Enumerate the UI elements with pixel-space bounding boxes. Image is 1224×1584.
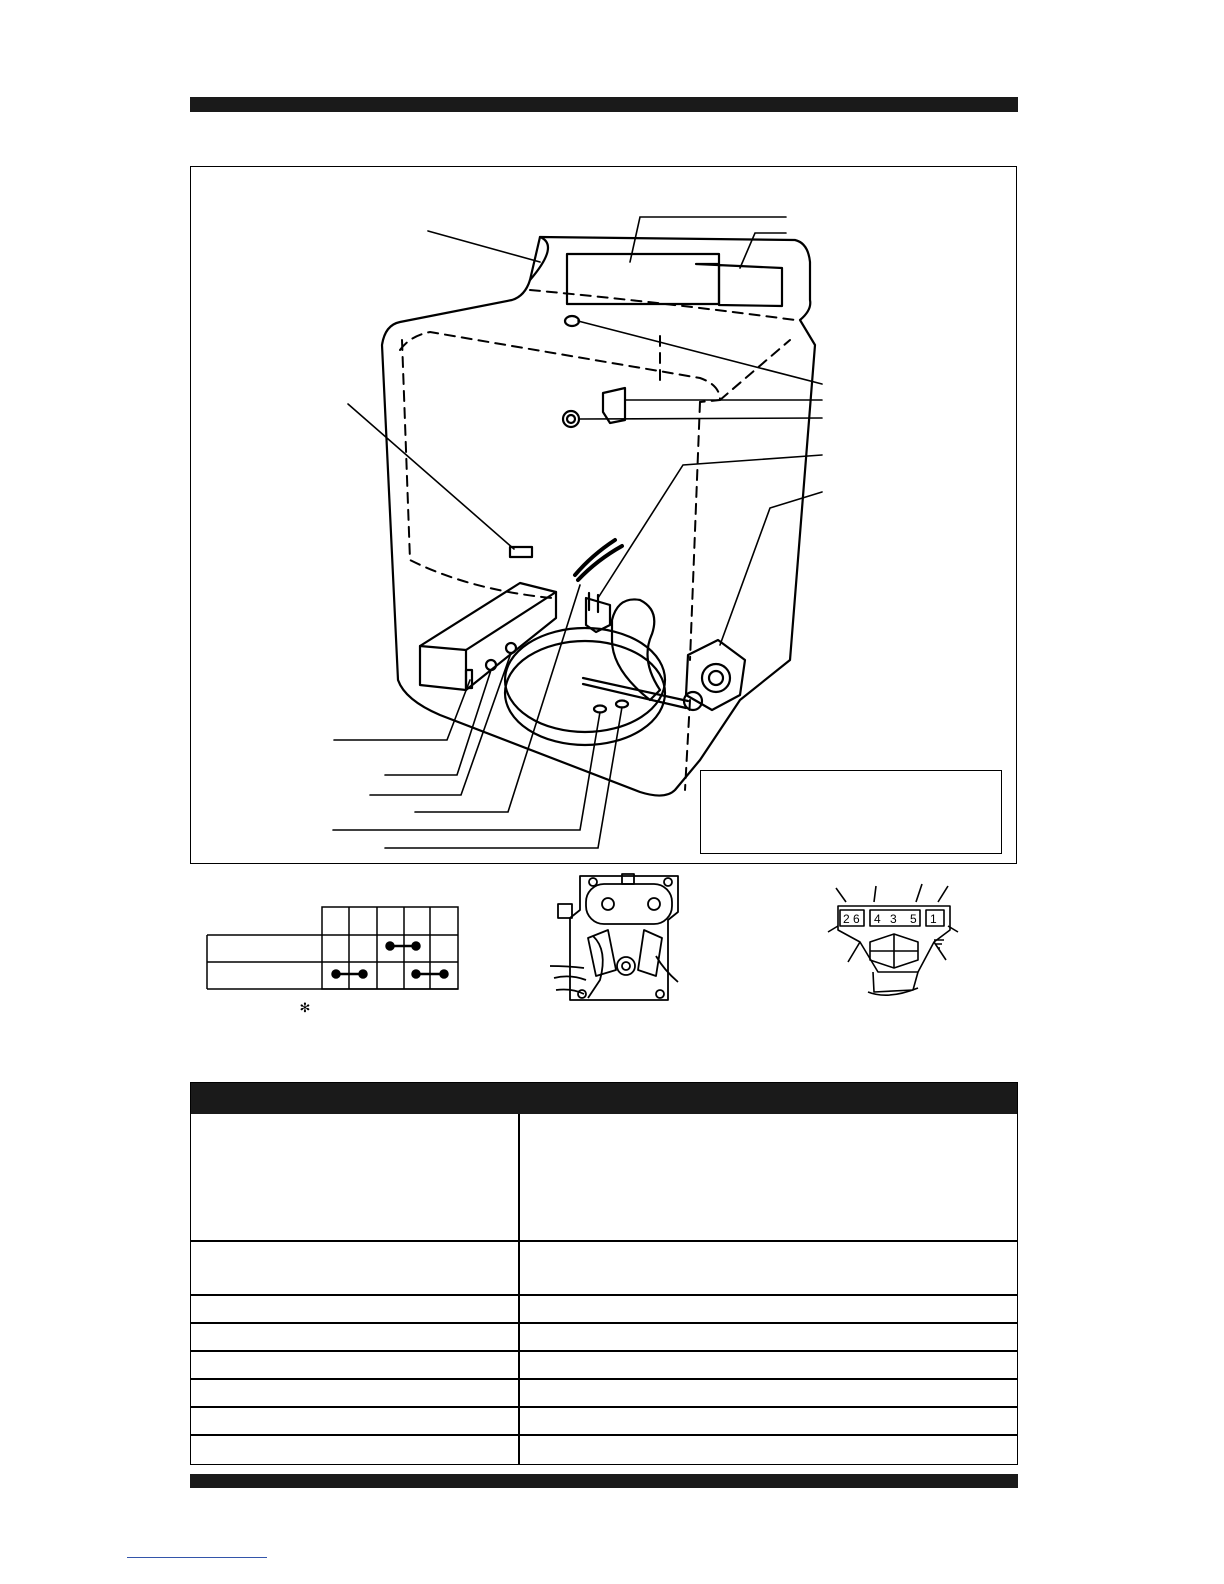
- table-row: [191, 1294, 1017, 1296]
- terminal-label-4: 4: [874, 912, 881, 926]
- terminal-label-5: 5: [910, 912, 917, 926]
- table-row: [191, 1434, 1017, 1436]
- table-row: [191, 1322, 1017, 1324]
- pressure-hose: [575, 540, 615, 575]
- table-row: [191, 1350, 1017, 1352]
- leader-water-level: [580, 418, 822, 419]
- leader-lid-switch-hole: [578, 321, 822, 384]
- timer-motor-drawing: [548, 870, 698, 1010]
- bottom-rule: [190, 1474, 1018, 1488]
- leader-pump: [720, 492, 822, 645]
- leader-console: [428, 231, 540, 262]
- pump-motor: [686, 640, 745, 710]
- terminal-label-3: 3: [890, 912, 897, 926]
- leader-connector: [348, 404, 514, 549]
- leader-water-valve: [598, 455, 822, 598]
- table-row: [191, 1378, 1017, 1380]
- lid-switch: [603, 388, 625, 423]
- control-box-connector-2: [506, 643, 516, 653]
- knob-panel: [696, 264, 782, 306]
- water-level-knob: [563, 411, 579, 427]
- terminal-block-drawing: [818, 880, 968, 1010]
- leader-tub-hole-2: [385, 707, 622, 848]
- control-box-connector-1: [486, 660, 496, 670]
- terminal-label-1: 1: [930, 912, 937, 926]
- table-row: [191, 1406, 1017, 1408]
- parts-table: [190, 1082, 1018, 1465]
- switch-chart: [205, 900, 475, 1020]
- terminal-label-6: 6: [853, 912, 860, 926]
- table-header: [191, 1083, 1017, 1114]
- switch-chart-footnote: ✻: [299, 1001, 311, 1016]
- lid-switch-hole: [565, 316, 579, 326]
- leader-knob-panel: [740, 233, 786, 268]
- table-column-divider: [518, 1114, 520, 1464]
- diagram-note-box: [700, 770, 1002, 854]
- table-row: [191, 1240, 1017, 1242]
- terminal-label-2: 2: [843, 912, 850, 926]
- footer-link-underline[interactable]: [127, 1557, 267, 1558]
